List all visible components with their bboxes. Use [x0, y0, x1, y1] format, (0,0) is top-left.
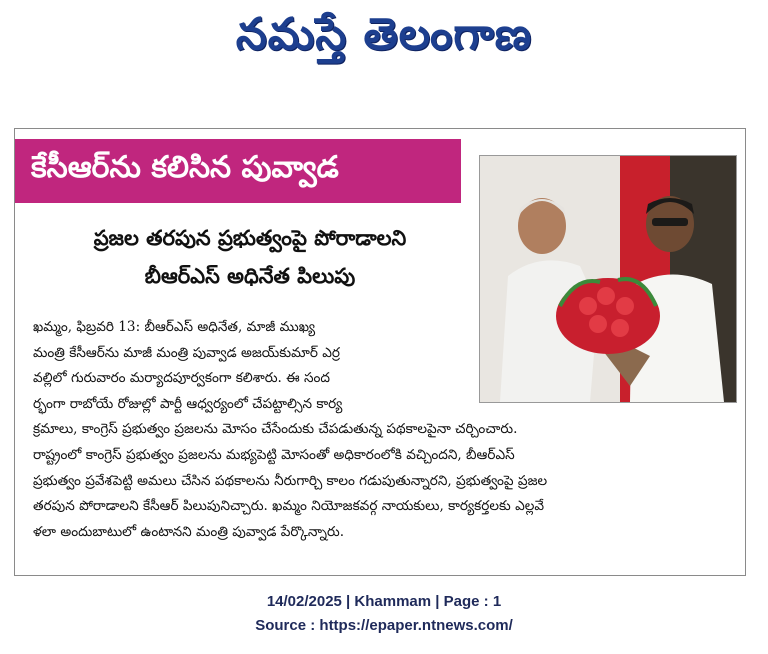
body-line: క్రమాలు, కాంగ్రెస్ ప్రభుత్వం ప్రజలను మోసం చేసేందుకు చేపడుతున్న పథకాలపైనా చర్చించారు.	[33, 421, 518, 438]
subheadline-line-1: ప్రజల తరపున ప్రభుత్వంపై పోరాడాలని	[93, 226, 407, 250]
newspaper-title: నమస్తే తెలంగాణ	[235, 9, 533, 60]
subheadline-line-2: బీఆర్‌ఎస్ అధినేత పిలుపు	[144, 264, 356, 288]
body-line: ర్భంగా రాబోయే రోజుల్లో పార్టీ ఆధ్వర్యంలో చేపట్టాల్సిన కార్య	[33, 395, 343, 412]
body-line: రాష్ట్రంలో కాంగ్రెస్ ప్రభుత్వం ప్రజలను మభ్యపెట్టి మోసంతో అధికారంలోకి వచ్చిందని, బీఆర్‌ఎస్	[33, 446, 515, 463]
article-body	[33, 315, 733, 545]
body-line: వల్లిలో గురువారం మర్యాదపూర్వకంగా కలిశారు. ఈ సంద	[33, 370, 331, 387]
body-line: మంత్రి కేసీఆర్‌ను మాజీ మంత్రి పువ్వాడ అజయ్‌కుమార్ ఎర్ర	[33, 344, 340, 361]
news-clipping	[14, 128, 746, 576]
masthead	[0, 0, 768, 80]
date-edition-page: 14/02/2025 | Khammam | Page : 1	[266, 593, 502, 610]
subheadline	[15, 219, 485, 295]
body-line: తరపున పోరాడాలని కేసీఆర్ పిలుపునిచ్చారు. ఖమ్మం నియోజకవర్గ నాయకులు, కార్యకర్తలకు ఎల్లవే	[33, 498, 545, 515]
body-line: ప్రభుత్వం ప్రవేశపెట్టి అమలు చేసిన పథకాలను నీరుగార్చి కాలం గడుపుతున్నారని, ప్రభుత్వంపై ప్రజల	[33, 472, 548, 489]
headline: కేసీఆర్‌ను కలిసిన పువ్వాడ	[31, 150, 339, 185]
source-link[interactable]: Source : https://epaper.ntnews.com/	[255, 617, 513, 634]
headline-bar	[15, 139, 461, 203]
body-line: ళలా అందుబాటులో ఉంటానని మంత్రి పువ్వాడ పేర్కొన్నారు.	[33, 523, 345, 540]
source-footer	[0, 590, 768, 638]
body-line: ఖమ్మం, ఫిబ్రవరి 13: బీఆర్‌ఎస్ అధినేత, మాజీ ముఖ్య	[33, 319, 316, 335]
